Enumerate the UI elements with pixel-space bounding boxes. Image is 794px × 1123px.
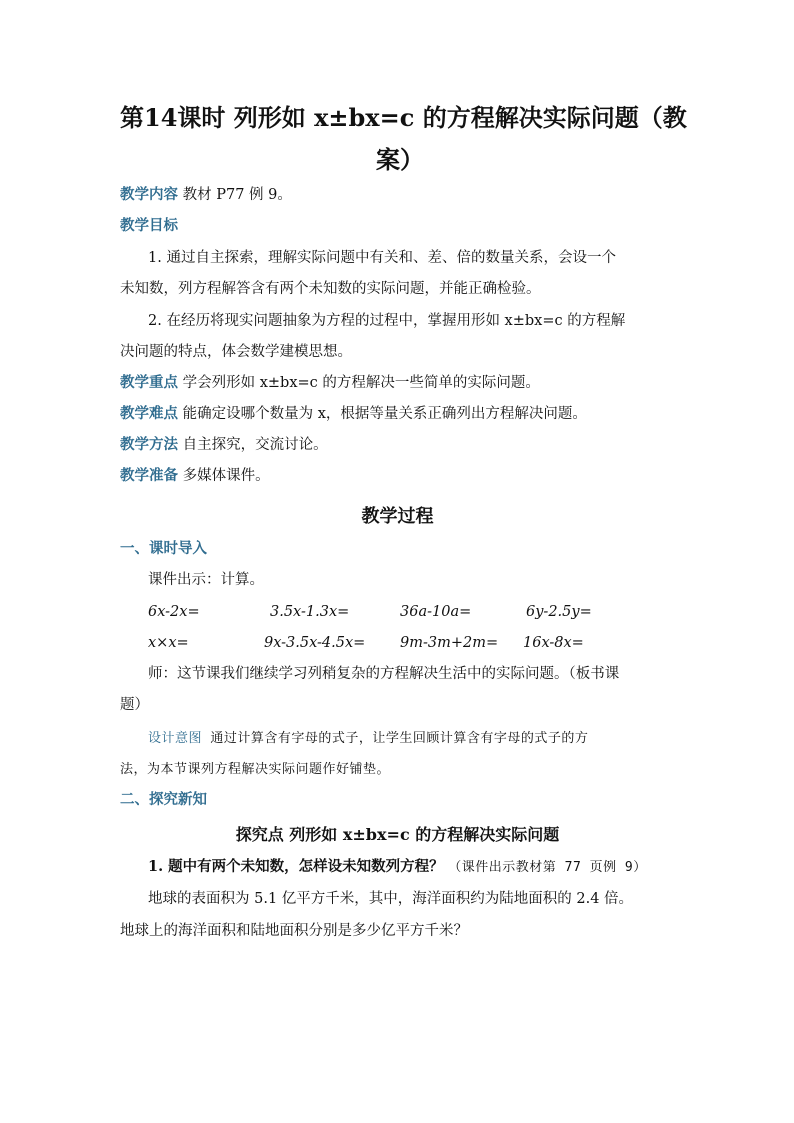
section1-heading: 一、课时导入 bbox=[120, 540, 207, 557]
goal1-line1: 1. 通过自主探索，理解实际问题中有关和、差、倍的数量关系，会设一个 bbox=[148, 250, 616, 266]
design-intent-line2: 法，为本节课列方程解决实际问题作好铺垫。 bbox=[120, 762, 391, 777]
design-intent-text: 通过计算含有字母的式子，让学生回顾计算含有字母的式子的方 bbox=[210, 731, 589, 746]
calc-item: 3.5x-1.3x= bbox=[270, 604, 350, 620]
prep-label: 教学准备 bbox=[120, 467, 178, 484]
section2-subheading: 探究点 列形如 x±bx=c 的方程解决实际问题 bbox=[235, 825, 560, 844]
section1-intro: 课件出示：计算。 bbox=[148, 572, 264, 588]
goals-label: 教学目标 bbox=[120, 217, 178, 234]
teacher-line1: 师：这节课我们继续学习列稍复杂的方程解决生活中的实际问题。（板书课 bbox=[148, 666, 620, 682]
design-intent-label: 设计意图 bbox=[148, 731, 203, 746]
calc-item: 9x-3.5x-4.5x= bbox=[264, 635, 366, 651]
method-label: 教学方法 bbox=[120, 436, 178, 453]
method-text: 自主探究，交流讨论。 bbox=[182, 437, 328, 453]
page-title-line2: 案） bbox=[376, 145, 424, 174]
page-title-line1: 第14课时 列形如 x±bx=c 的方程解决实际问题（教 bbox=[120, 103, 687, 132]
calc-item: 36a-10a= bbox=[400, 604, 472, 620]
content-label: 教学内容 bbox=[120, 186, 178, 203]
problem-line2: 地球上的海洋面积和陆地面积分别是多少亿平方千米？ bbox=[120, 923, 468, 939]
key-label: 教学重点 bbox=[120, 374, 178, 391]
difficulty-label: 教学难点 bbox=[120, 405, 178, 422]
prep-row bbox=[120, 466, 270, 486]
goal1-line2: 未知数，列方程解答含有两个未知数的实际问题，并能正确检验。 bbox=[120, 281, 541, 297]
key-row bbox=[120, 373, 540, 393]
question1-row bbox=[148, 857, 647, 878]
design-intent-row bbox=[148, 727, 588, 746]
key-text: 学会列形如 x±bx=c 的方程解决一些简单的实际问题。 bbox=[182, 375, 540, 391]
method-row bbox=[120, 435, 328, 455]
section2-heading: 二、探究新知 bbox=[120, 791, 207, 808]
goal2-line1: 2. 在经历将现实问题抽象为方程的过程中，掌握用形如 x±bx=c 的方程解 bbox=[148, 313, 626, 329]
calc-item: 16x-8x= bbox=[523, 635, 584, 651]
question1-title: 1. 题中有两个未知数，怎样设未知数列方程？ bbox=[148, 858, 444, 875]
difficulty-text: 能确定设哪个数量为 x，根据等量关系正确列出方程解决问题。 bbox=[182, 406, 587, 422]
calc-item: 9m-3m+2m= bbox=[400, 635, 499, 651]
content-row bbox=[120, 185, 292, 205]
prep-text: 多媒体课件。 bbox=[182, 468, 270, 484]
question1-note: （课件出示教材第 77 页例 9） bbox=[448, 860, 647, 875]
calc-item: x×x= bbox=[148, 635, 189, 651]
goal2-line2: 决问题的特点，体会数学建模思想。 bbox=[120, 344, 352, 360]
difficulty-row bbox=[120, 404, 587, 424]
process-heading: 教学过程 bbox=[361, 506, 434, 527]
problem-line1: 地球的表面积为 5.1 亿平方千米，其中，海洋面积约为陆地面积的 2.4 倍。 bbox=[148, 891, 634, 907]
teacher-line2: 题） bbox=[120, 697, 149, 713]
calc-item: 6y-2.5y= bbox=[526, 604, 592, 620]
content-text: 教材 P77 例 9。 bbox=[182, 187, 292, 203]
calc-item: 6x-2x= bbox=[148, 604, 200, 620]
